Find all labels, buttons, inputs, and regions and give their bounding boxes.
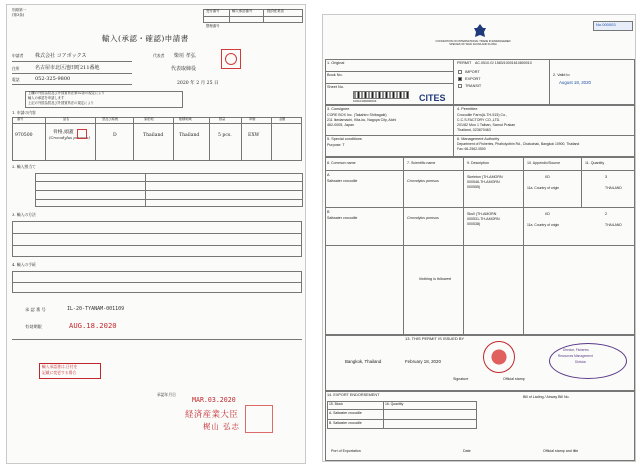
consignee-name: CORE BOX Inc. (Takahiro Shibagaki): [327, 113, 387, 117]
import-checkbox[interactable]: [458, 70, 462, 74]
director-stamp-line-3: Division: [575, 360, 587, 364]
signature-label: Signature: [453, 377, 469, 381]
special-conditions-label: 5. Special conditions: [327, 137, 362, 141]
correction-seal-stamp: [77, 129, 87, 139]
endorsement-row-b: B. Saltwater crocodile: [329, 421, 362, 425]
species-row-b-scientific: Crocodylus porosus: [407, 216, 439, 220]
declaration-line-2: 輸入の承認を申請します: [28, 96, 65, 100]
col-header-quantity: 数量: [219, 117, 226, 121]
permit-number: AC.0510.G/ 1583/10001610800010: [475, 61, 532, 65]
form-number-label: 別紙第一: [12, 8, 27, 12]
item-unit-price: EXW: [248, 133, 260, 138]
sheet-no-label: Sheet No.: [327, 85, 344, 89]
col-header-amount: 金額: [279, 117, 286, 121]
minister-title: 経済産業大臣: [185, 409, 239, 419]
export-endorsement-label: 14. EXPORT ENDORSEMENT: [327, 393, 380, 397]
col-header-item: 品名: [63, 117, 70, 121]
endorsement-row-a: A. Saltwater crocodile: [329, 411, 362, 415]
convention-text: CONVENTION ON INTERNATIONAL TRADE IN ENDANGERED SPECIES OF WILD FAUNA AND FLORA: [435, 40, 511, 46]
management-authority-value: Department of Fisheries, Phaholyothin Rd., Chatuchak, Bangkok 10900, Thailand: [457, 142, 580, 146]
item-loading-area: Thailand: [179, 133, 200, 138]
species-row-a-desc-3: 000555): [467, 185, 481, 189]
reference-number-label: 整理番号: [206, 24, 220, 28]
form-article-label: (第3条): [12, 13, 25, 17]
import-application-document: [6, 4, 306, 464]
condition-line-2: 記載に変更する場合: [42, 370, 77, 375]
transit-checkbox[interactable]: [458, 84, 462, 88]
official-stamp-label: Official stamp: [503, 377, 525, 381]
import-method-table: [12, 221, 302, 257]
page-title: 輸入(承認・確認)申請書: [102, 34, 189, 43]
representative-seal-stamp: [225, 53, 237, 65]
species-row-a-desc-2: 000546-TH-AMORN: [467, 180, 500, 184]
special-conditions-value: Purpose: T: [327, 143, 345, 147]
issue-place: Bangkok, Thailand: [345, 359, 382, 364]
species-row-a-common: Saltwater crocodile: [327, 179, 358, 183]
top-stamp-number: No.000003: [596, 22, 616, 27]
applicant-label: 申請者: [12, 53, 24, 58]
bill-of-lading-label: Bill of Lading / Airway Bill No.: [523, 395, 570, 399]
minister-name: 梶山 弘志: [203, 422, 240, 431]
species-row-a-appendix: I/D: [545, 175, 550, 179]
director-stamp-line-2: Resources Management: [558, 354, 593, 358]
endorsement-quantity-header: 16. Quantity: [385, 402, 404, 406]
barcode: [353, 91, 409, 99]
transit-option-label: TRANSIT: [465, 84, 482, 88]
species-row-b-origin-label: 11a. Country of origin: [527, 223, 560, 227]
permittee-phone: Thailand, 023870463: [457, 128, 491, 132]
consignee-label: 3. Consignee: [327, 107, 350, 111]
species-row-b-appendix: I/D: [545, 212, 550, 216]
item-origin: Thailand: [143, 133, 164, 138]
approval-number-label: 承 認 番 号: [25, 307, 46, 312]
permittee-name-1: Crocodile Farm(A-TH-515) Co.,: [457, 113, 508, 117]
species-row-a-letter: A: [327, 173, 330, 177]
valid-to-date: August 18, 2020: [559, 80, 591, 85]
species-row-a-quantity: 3: [605, 175, 608, 179]
declaration-line-3: 上記の外国為替及び外国貿易法の規定により: [28, 101, 94, 105]
col-scientific-name: 7. Scientific name: [407, 161, 436, 165]
expiry-date: AUG.18.2020: [69, 321, 117, 330]
permittee-label: 4. Permittee: [457, 107, 478, 111]
representative-label: 代表者: [153, 53, 165, 58]
approval-date-label: 承認年月日: [157, 392, 176, 397]
management-authority-fax: Fax: 66-2562-0500: [457, 147, 486, 151]
port-of-exportation-label: Port of Exportation: [331, 449, 361, 453]
import-option-label: IMPORT: [465, 70, 480, 74]
original-label: 1. Original: [327, 61, 345, 65]
garuda-seal-stamp: [483, 341, 515, 373]
ministry-label: 経済産業省: [267, 9, 284, 13]
condition-line-1: 輸入承認書は,日付を: [42, 364, 78, 369]
import-approval-number-label: 輸入承認番号: [232, 9, 253, 13]
section-4-label: 4. 輸入の手続: [12, 262, 36, 267]
nothing-followed-note: Nothing is followed: [419, 277, 451, 281]
section-2-label: 2. 輸入割当て: [12, 164, 36, 169]
cites-logo: CITES: [419, 93, 446, 103]
col-header-unit-price: 単価: [249, 117, 256, 121]
application-date: 2020 年 2 月 25 日: [177, 81, 219, 86]
director-stamp-line-1: Director, Fisheries: [563, 348, 589, 352]
species-row-b-letter: B: [327, 210, 330, 214]
col-quantity: 11. Quantity: [585, 161, 605, 165]
species-row-b-common: Saltwater crocodile: [327, 216, 358, 220]
col-description: 9. Description: [467, 161, 489, 165]
expiry-label: 有効期限: [25, 324, 42, 329]
export-checkbox-checked[interactable]: [458, 77, 462, 81]
col-header-model: 型及び銘柄: [102, 117, 118, 121]
item-code: 970500: [15, 133, 33, 138]
official-sign-label: Official stamp and title: [543, 449, 579, 453]
section-1-label: 1. 申請の内容: [12, 110, 36, 115]
item-name: 骨格,頭蓋: [53, 130, 74, 135]
species-row-b-desc-3: 000538): [467, 222, 481, 226]
company-name: 株式会社 コアボックス: [35, 53, 87, 59]
receipt-number-label: 受付番号: [206, 9, 220, 13]
management-authority-label: 6. Management Authority: [457, 137, 500, 141]
species-row-a-scientific: Crocodylus porosus: [407, 179, 439, 183]
section-3-label: 3. 輸入の方法: [12, 212, 36, 217]
col-header-number: 番号: [17, 117, 24, 121]
permit-label: PERMIT: [457, 61, 472, 65]
consignee-address-2: 462-0005, Japan: [327, 123, 354, 127]
permittee-name-2: C.C.S.FACTORY CO.,LTD.: [457, 118, 501, 122]
barcode-number: 10010100000034: [353, 99, 377, 103]
species-row-b-origin: THAILAND: [605, 223, 622, 227]
species-row-b-desc-2: 000531-TH-AMORN: [467, 217, 500, 221]
applicant-address: 名古屋市北区池田町211番地: [35, 65, 100, 71]
ministry-official-seal: [245, 405, 273, 433]
species-row-a-desc-1: Skeleton (TH-AMORN: [467, 175, 503, 179]
item-scientific-name: (Crocodylus porosus): [49, 135, 90, 140]
phone-label: 電話: [12, 77, 20, 82]
address-label: 住所: [12, 66, 20, 71]
endorsement-block-header: 15. Block: [329, 402, 343, 406]
item-grade: D: [113, 133, 117, 138]
book-no-label: Book No.: [327, 73, 343, 77]
permittee-address: 201/82 Moo 1 Taiban, Samut Prakan: [457, 123, 516, 127]
issued-by-label: 13. THIS PERMIT IS ISSUED BY: [405, 336, 465, 341]
endorsement-date-label: Date: [463, 449, 471, 453]
col-header-origin: 原産地: [144, 117, 154, 121]
declaration-line-1: 上欄の外国為替及び外国貿易法第52条の規定により: [28, 91, 105, 95]
consignee-address-1: 211 Ikedamachi, Kita-ku, Nagoya City, Aichi: [327, 118, 397, 122]
cites-permit-document: [322, 14, 636, 462]
col-appendix: 10. Appendix/Source: [527, 161, 561, 165]
approval-number: IL-20-TYANAM-001109: [67, 306, 125, 312]
col-common-name: 8. Common name: [327, 161, 356, 165]
representative-title: 代表取締役: [171, 66, 197, 72]
issue-date: February 18, 2020: [405, 359, 441, 364]
species-row-b-desc-1: Skull (TH-AMORN: [467, 212, 497, 216]
representative-name: 柴垣 孝弘: [174, 53, 196, 59]
applicant-phone: 052-325-9800: [35, 76, 71, 82]
item-quantity: 5 pcs.: [218, 133, 232, 138]
valid-to-label: 2. Valid to: [553, 73, 570, 77]
col-header-loading: 船積地域: [179, 117, 192, 121]
thai-garuda-emblem: [473, 23, 487, 39]
approval-date: MAR.03.2020: [192, 396, 236, 404]
export-option-label: EXPORT: [465, 77, 481, 81]
species-row-a-origin: THAILAND: [605, 186, 622, 190]
species-row-b-quantity: 2: [605, 212, 608, 216]
species-row-a-origin-label: 11a. Country of origin: [527, 186, 560, 190]
